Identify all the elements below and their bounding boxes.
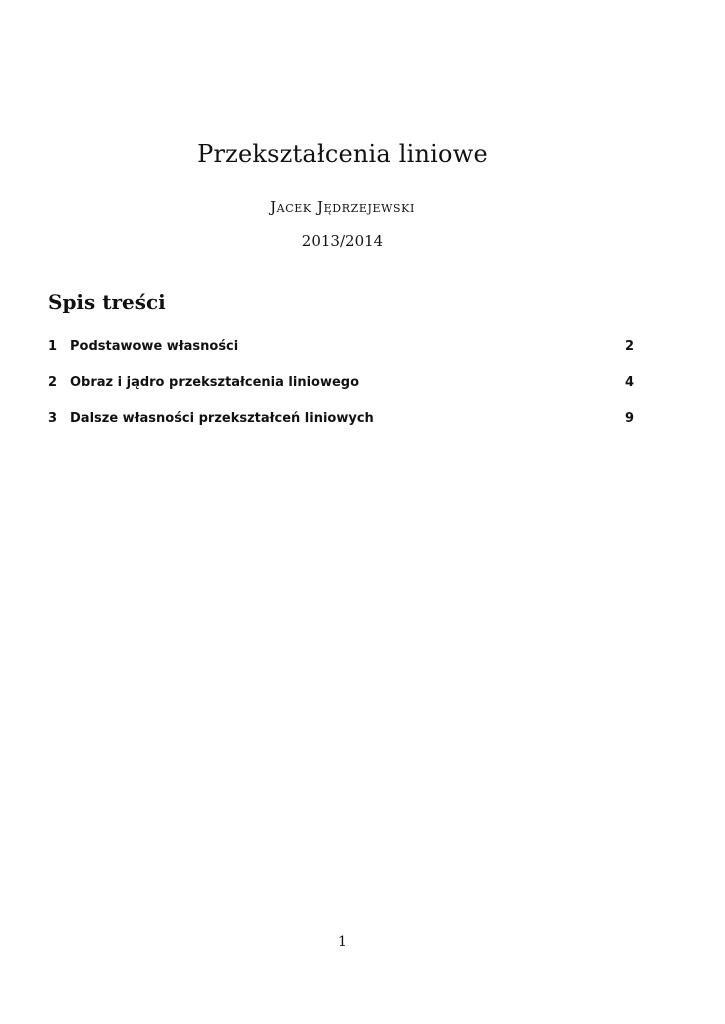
- toc-entry-title: Dalsze własności przekształceń liniowych: [70, 411, 374, 426]
- page-number: 1: [338, 934, 347, 950]
- document-date: 2013/2014: [301, 232, 384, 250]
- toc-entry-number: 3: [48, 411, 58, 426]
- document-author: Jacek Jędrzejewski: [270, 198, 415, 216]
- table-of-contents: [48, 338, 638, 446]
- toc-entry-number: 1: [48, 339, 58, 354]
- toc-entry-page: 2: [624, 339, 634, 354]
- toc-entry-page: 9: [624, 411, 634, 426]
- toc-entry-number: 2: [48, 375, 58, 390]
- toc-entry-title: Obraz i jądro przekształcenia liniowego: [70, 375, 360, 390]
- document-title: Przekształcenia liniowe: [197, 140, 488, 168]
- toc-entry-title: Podstawowe własności: [70, 339, 239, 354]
- toc-entry-page: 4: [624, 375, 634, 390]
- toc-heading: Spis treści: [48, 290, 166, 314]
- toc-entry[interactable]: [48, 338, 638, 374]
- toc-entry[interactable]: [48, 374, 638, 410]
- toc-entry[interactable]: [48, 410, 638, 446]
